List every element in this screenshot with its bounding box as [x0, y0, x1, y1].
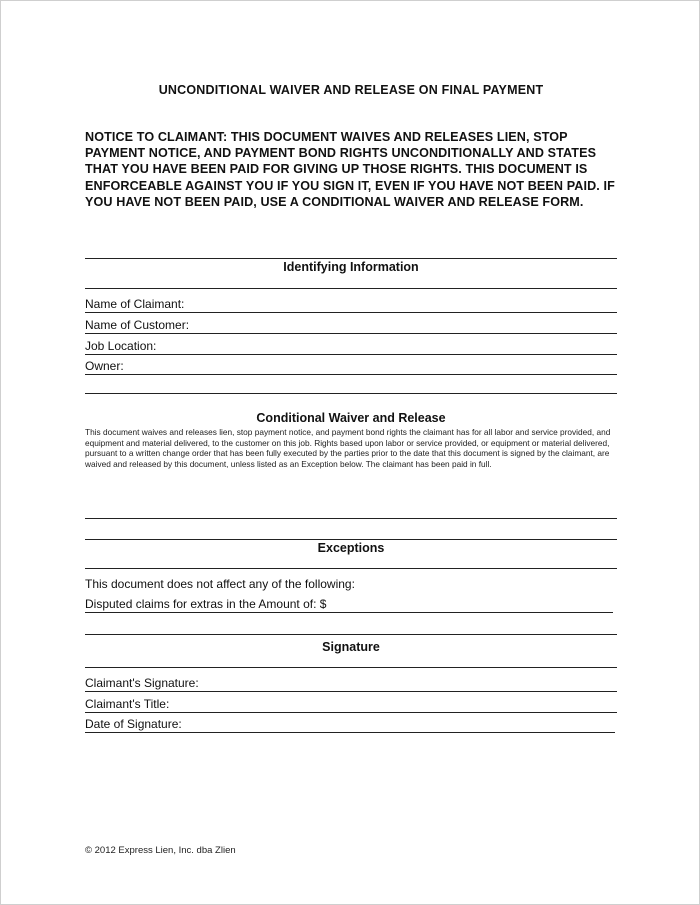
exceptions-intro: This document does not affect any of the following:	[85, 577, 355, 591]
notice-to-claimant: NOTICE TO CLAIMANT: THIS DOCUMENT WAIVES AND RELEASES LIEN, STOP PAYMENT NOTICE, AND PAYMENT BOND RIGHTS UNCONDITIONALLY AND STATES THAT YOU HAVE BEEN PAID FOR GIVING UP THOSE RIGHTS. THIS DOCUMENT IS ENFORCEABLE AGAINST YOU IF YOU SIGN IT, EVEN IF YOU HAVE NOT BEEN PAID. IF YOU HAVE NOT BEEN PAID, USE A CONDITIONAL WAIVER AND RELEASE FORM.	[85, 130, 615, 209]
divider	[85, 539, 617, 540]
divider	[85, 634, 617, 635]
owner-label: Owner:	[85, 359, 124, 373]
divider	[85, 288, 617, 289]
claimant-title-label: Claimant's Title:	[85, 697, 170, 711]
copyright-footer: © 2012 Express Lien, Inc. dba Zlien	[85, 845, 236, 856]
divider	[85, 393, 617, 394]
divider	[85, 667, 617, 668]
conditional-waiver-text: This document waives and releases lien, stop payment notice, and payment bond rights the claimant has for all labor and service provided, and equipment and material delivered, to the customer on this job. Rights based upon labor or service provided, or equipment or material delivered, pursuant to a written change order that has been fully executed by the parties prior to the date that this document is signed by the claimant, are waived and released by this document, unless listed as an Exception below. The claimant has been paid in full.	[85, 427, 611, 469]
name-of-customer-field[interactable]	[85, 318, 617, 334]
disputed-claims-label: Disputed claims for extras in the Amount of: $	[85, 597, 327, 611]
divider	[85, 518, 617, 519]
divider	[85, 258, 617, 259]
name-of-claimant-label: Name of Claimant:	[85, 297, 185, 311]
disputed-claims-field[interactable]	[85, 597, 613, 613]
name-of-customer-label: Name of Customer:	[85, 318, 190, 332]
date-of-signature-field[interactable]	[85, 717, 615, 733]
exceptions-heading: Exceptions	[317, 541, 385, 555]
owner-field[interactable]	[85, 359, 617, 375]
identifying-information-heading: Identifying Information	[283, 260, 419, 274]
claimant-signature-label: Claimant's Signature:	[85, 676, 199, 690]
document-title: UNCONDITIONAL WAIVER AND RELEASE ON FINAL PAYMENT	[158, 83, 544, 97]
name-of-claimant-field[interactable]	[85, 297, 617, 313]
job-location-field[interactable]	[85, 339, 617, 355]
conditional-waiver-heading: Conditional Waiver and Release	[256, 411, 446, 425]
claimant-signature-field[interactable]	[85, 676, 617, 692]
job-location-label: Job Location:	[85, 339, 157, 353]
claimant-title-field[interactable]	[85, 697, 617, 713]
divider	[85, 568, 617, 569]
date-of-signature-label: Date of Signature:	[85, 717, 182, 731]
signature-heading: Signature	[322, 640, 380, 654]
